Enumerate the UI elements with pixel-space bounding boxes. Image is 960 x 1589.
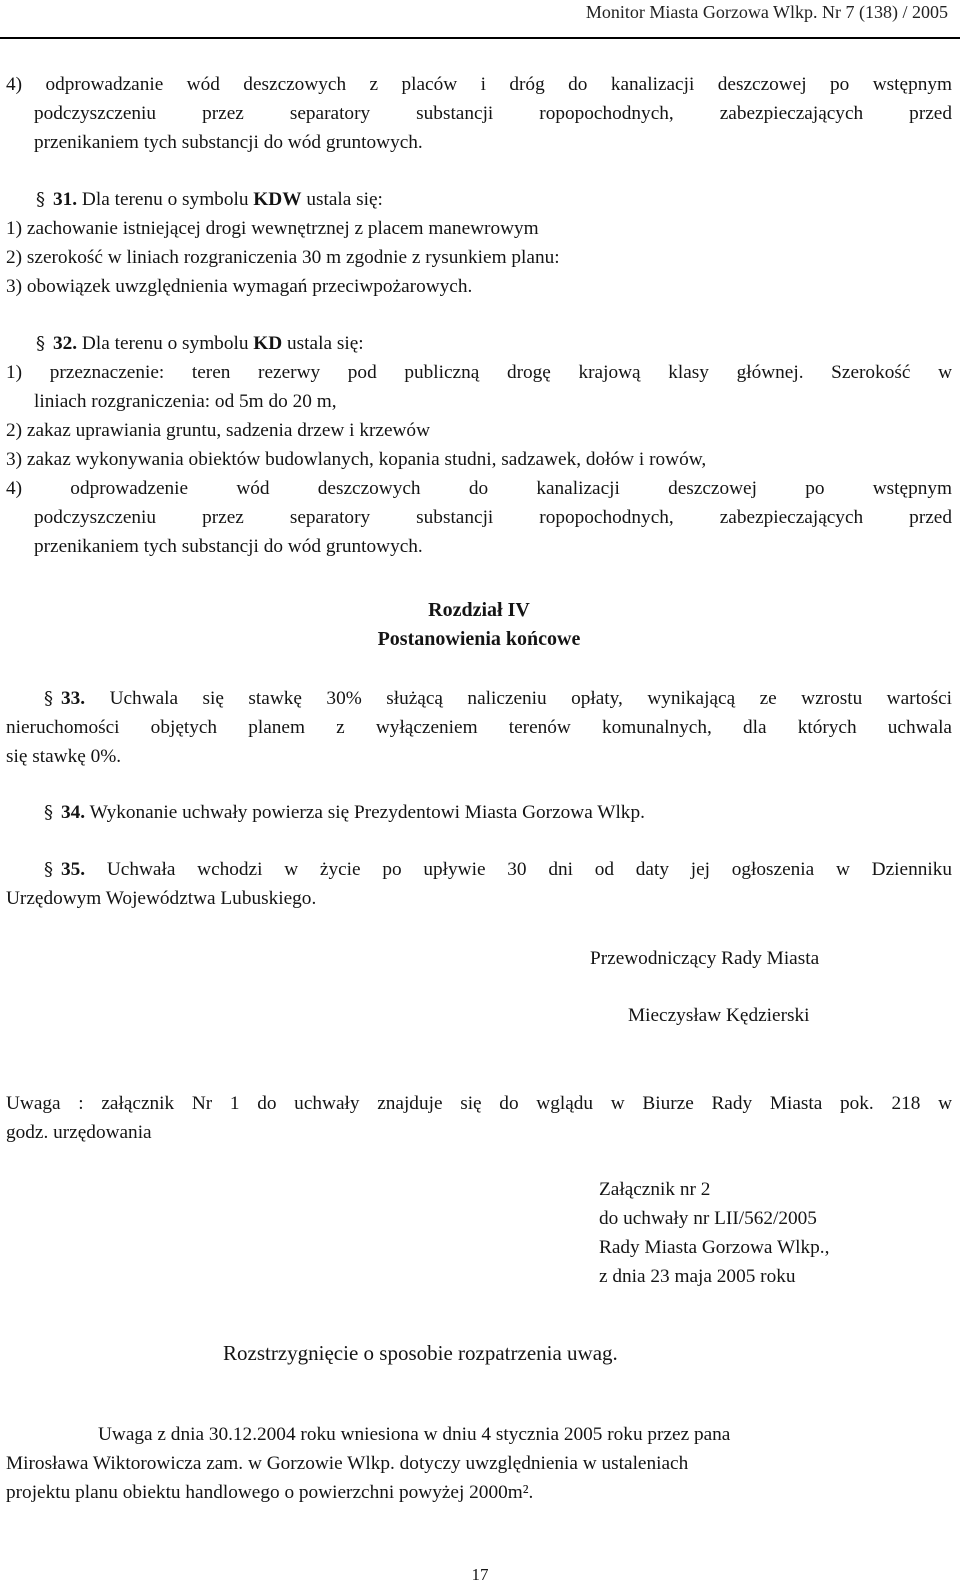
section-heading (6, 185, 952, 214)
annex-line: Załącznik nr 2 (599, 1179, 711, 1200)
remark (6, 1420, 952, 1507)
section-sign: § (44, 802, 53, 823)
resolution-title: Rozstrzygnięcie o sposobie rozpatrzenia uwag. (223, 1341, 618, 1365)
section-heading (6, 329, 952, 358)
section-intro: Dla terenu o symbolu (77, 333, 254, 354)
chapter-subtitle: Postanowienia końcowe (377, 628, 581, 650)
text-line: Urzędowym Województwa Lubuskiego. (6, 888, 317, 909)
page-number: 17 (471, 1565, 489, 1584)
note (6, 1089, 952, 1147)
text-line: nieruchomości objętych planem z wyłączeniem terenów komunalnych, dla których uchwala (6, 717, 952, 738)
text-line: godz. urzędowania (6, 1122, 152, 1143)
list-item-cont: podczyszczeniu przez separatory substancji ropopochodnych, zabezpieczających przed (34, 507, 952, 528)
list-item: 2) szerokość w liniach rozgraniczenia 30 m zgodnie z rysunkiem planu: (6, 247, 560, 268)
list-item: 1) zachowanie istniejącej drogi wewnętrznej z placem manewrowym (6, 218, 539, 239)
annex-line: do uchwały nr LII/562/2005 (599, 1208, 817, 1229)
list-item-cont: liniach rozgraniczenia: od 5m do 20 m, (34, 391, 337, 412)
section-number: 34. (61, 802, 86, 823)
list-item: 4) odprowadzenie wód deszczowych do kanalizacji deszczowej po wstępnym (6, 478, 952, 499)
section-sign: § (36, 333, 45, 354)
zone-symbol: KD (253, 333, 283, 354)
section-line (6, 684, 952, 713)
text-line: Uwaga z dnia 30.12.2004 roku wniesiona w dniu 4 stycznia 2005 roku przez pana (98, 1424, 731, 1445)
text-line: podczyszczeniu przez separatory substancji ropopochodnych, zabezpieczających przed (34, 103, 952, 124)
section-33 (6, 684, 952, 771)
section-intro-end: ustala się: (282, 333, 364, 354)
signature-role: Przewodniczący Rady Miasta (590, 948, 820, 969)
list-item: 1) przeznaczenie: teren rezerwy pod publiczną drogę krajową klasy głównej. Szerokość w (6, 362, 952, 383)
section-line (6, 798, 952, 827)
section-number: 35. (61, 859, 86, 880)
chapter-title: Rozdział IV (428, 599, 530, 621)
section-sign: § (44, 859, 53, 880)
section-text: Uchwala się stawkę 30% służącą naliczeniu opłaty, wynikającą ze wzrostu wartości (85, 688, 952, 709)
section-34 (6, 798, 952, 827)
list-item: 3) obowiązek uwzględnienia wymagań przeciwpożarowych. (6, 276, 473, 297)
list-item: 3) zakaz wykonywania obiektów budowlanych, kopania studni, sadzawek, dołów i rowów, (6, 449, 707, 470)
section-text: Wykonanie uchwały powierza się Prezydentowi Miasta Gorzowa Wlkp. (85, 802, 645, 823)
section-31 (6, 185, 952, 301)
section-35 (6, 855, 952, 913)
signature-name: Mieczysław Kędzierski (628, 1005, 810, 1026)
section-sign: § (36, 189, 45, 210)
list-item-cont: przenikaniem tych substancji do wód gruntowych. (34, 536, 423, 557)
zone-symbol: KDW (253, 189, 302, 210)
section-intro-end: ustala się: (301, 189, 383, 210)
annex-line: z dnia 23 maja 2005 roku (599, 1266, 796, 1287)
section-number: 31. (53, 189, 78, 210)
section-intro: Dla terenu o symbolu (77, 189, 254, 210)
annex-line: Rady Miasta Gorzowa Wlkp., (599, 1237, 830, 1258)
text-line: 4) odprowadzanie wód deszczowych z placów i dróg do kanalizacji deszczowej po wstępnym (6, 74, 952, 95)
text-line: Uwaga : załącznik Nr 1 do uchwały znajduje się do wglądu w Biurze Rady Miasta pok. 218 w (6, 1093, 952, 1114)
running-header: Monitor Miasta Gorzowa Wlkp. Nr 7 (138) / 2005 (585, 2, 948, 22)
section-text: Uchwała wchodzi w życie po upływie 30 dni od daty jej ogłoszenia w Dzienniku (85, 859, 952, 880)
header-rule (0, 37, 960, 39)
text-line: się stawkę 0%. (6, 746, 122, 767)
section-sign: § (44, 688, 53, 709)
section-number: 33. (61, 688, 86, 709)
list-item: 2) zakaz uprawiania gruntu, sadzenia drzew i krzewów (6, 420, 430, 441)
text-line: przenikaniem tych substancji do wód gruntowych. (34, 132, 423, 153)
section-32 (6, 329, 952, 561)
section-number: 32. (53, 333, 78, 354)
chapter-heading (6, 596, 952, 654)
text-line: projektu planu obiektu handlowego o powierzchni powyżej 2000m². (6, 1482, 534, 1503)
section-line (6, 855, 952, 884)
paragraph-top (6, 70, 952, 157)
text-line: Mirosława Wiktorowicza zam. w Gorzowie Wlkp. dotyczy uwzględnienia w ustaleniach (6, 1453, 689, 1474)
